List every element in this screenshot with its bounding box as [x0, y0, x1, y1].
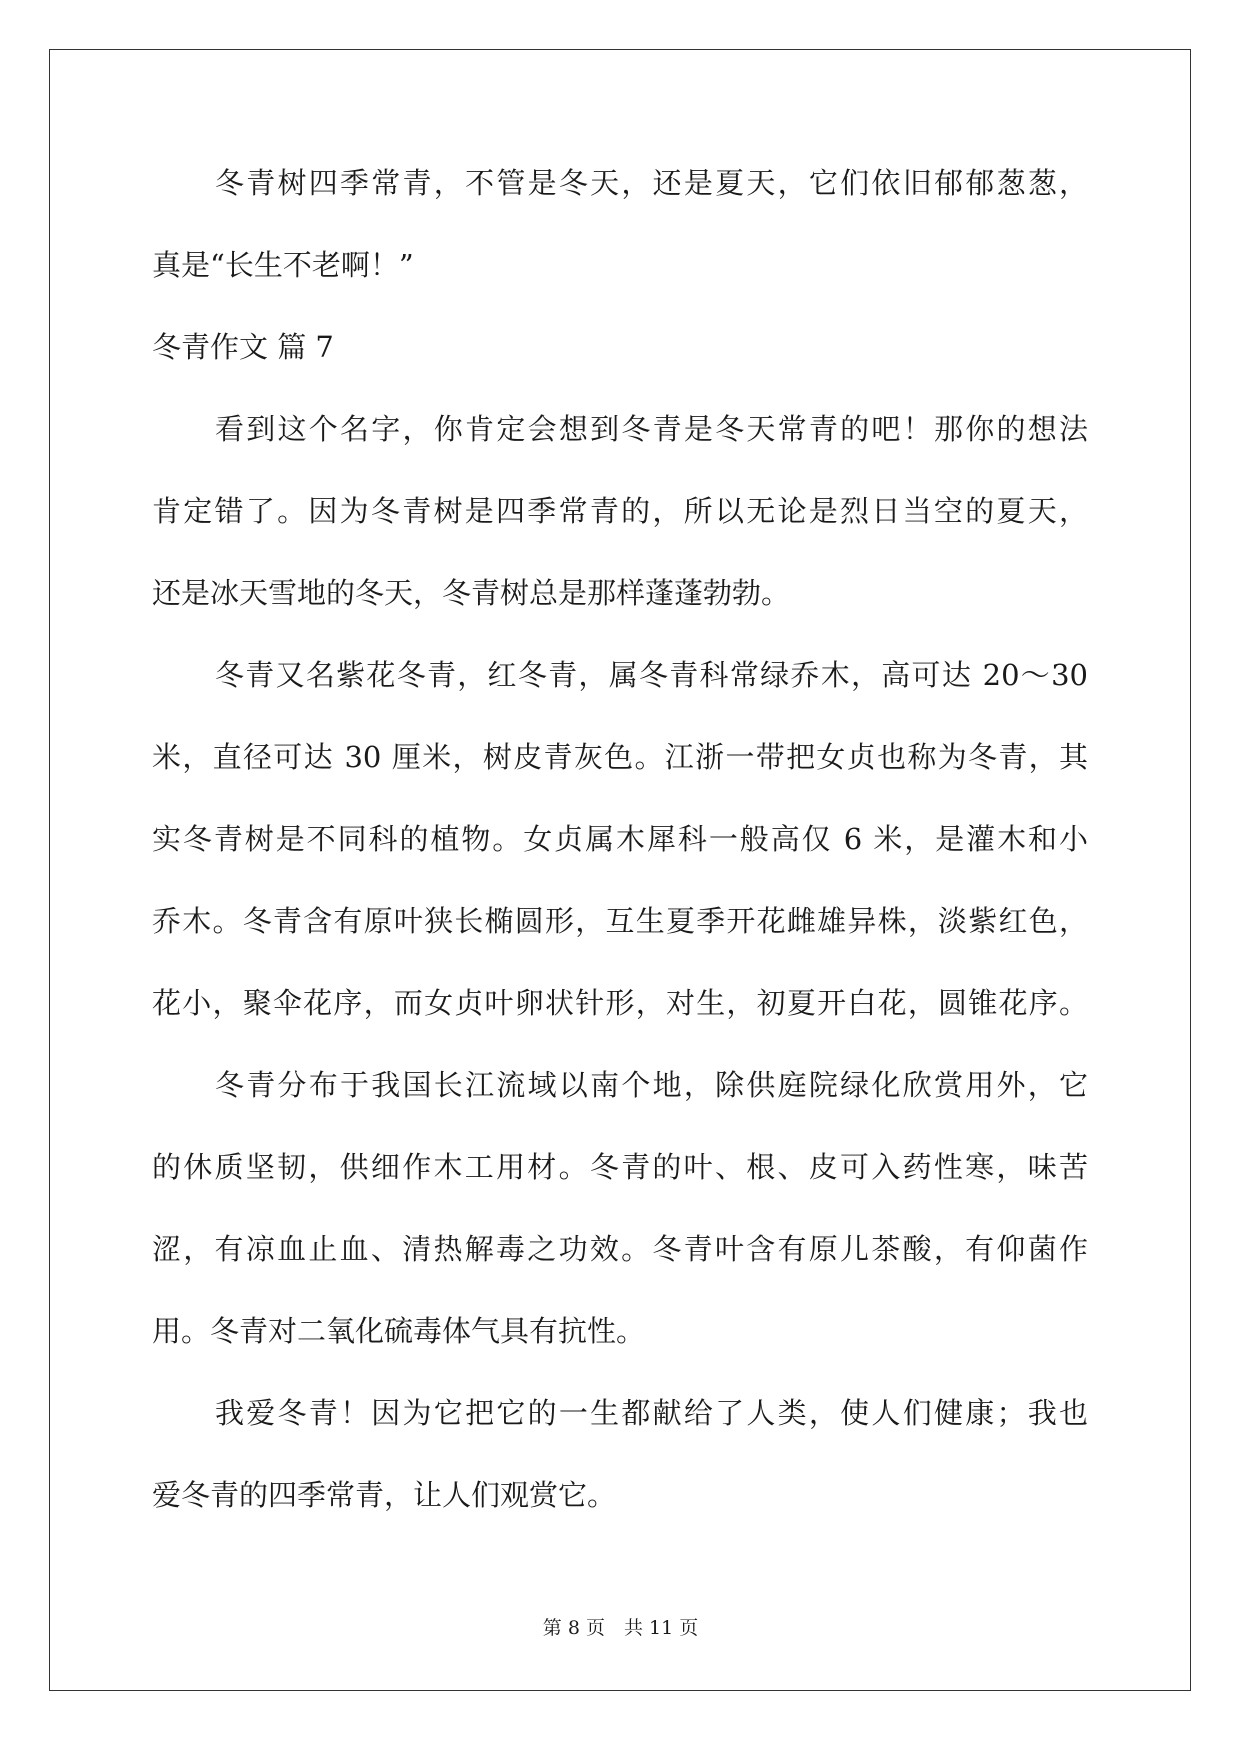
text-line-17: 爱冬青的四季常青，让人们观赏它。 [152, 1478, 617, 1512]
text-line-13: 的休质坚韧，供细作木工用材。冬青的叶、根、皮可入药性寒，味苦 [152, 1150, 1088, 1184]
text-line-8: 米，直径可达 30 厘米，树皮青灰色。江浙一带把女贞也称为冬青，其 [152, 740, 1088, 774]
text-line-2: 真是“长生不老啊！” [152, 248, 414, 282]
text-line-9: 实冬青树是不同科的植物。女贞属木犀科一般高仅 6 米，是灌木和小 [152, 822, 1088, 856]
text-line-4: 看到这个名字，你肯定会想到冬青是冬天常青的吧！那你的想法 [215, 412, 1088, 446]
page-number-footer: 第 8 页 共 11 页 [542, 1617, 699, 1639]
text-line-6: 还是冰天雪地的冬天，冬青树总是那样蓬蓬勃勃。 [152, 576, 791, 610]
text-line-12: 冬青分布于我国长江流域以南个地，除供庭院绿化欣赏用外，它 [215, 1068, 1088, 1102]
text-line-11: 花小，聚伞花序，而女贞叶卵状针形，对生，初夏开白花，圆锥花序。 [152, 986, 1088, 1020]
text-line-10: 乔木。冬青含有原叶狭长椭圆形，互生夏季开花雌雄异株，淡紫红色， [152, 904, 1088, 938]
text-line-1: 冬青树四季常青，不管是冬天，还是夏天，它们依旧郁郁葱葱， [215, 166, 1088, 200]
text-line-7: 冬青又名紫花冬青，红冬青，属冬青科常绿乔木，高可达 20～30 [215, 658, 1088, 692]
text-line-14: 涩，有凉血止血、清热解毒之功效。冬青叶含有原儿茶酸，有仰菌作 [152, 1232, 1088, 1266]
document-body [152, 163, 1088, 1557]
text-line-16: 我爱冬青！因为它把它的一生都献给了人类，使人们健康；我也 [215, 1396, 1088, 1430]
section-heading: 冬青作文 篇 7 [152, 330, 334, 364]
text-line-15: 用。冬青对二氧化硫毒体气具有抗性。 [152, 1314, 646, 1348]
text-line-5: 肯定错了。因为冬青树是四季常青的，所以无论是烈日当空的夏天， [152, 494, 1088, 528]
